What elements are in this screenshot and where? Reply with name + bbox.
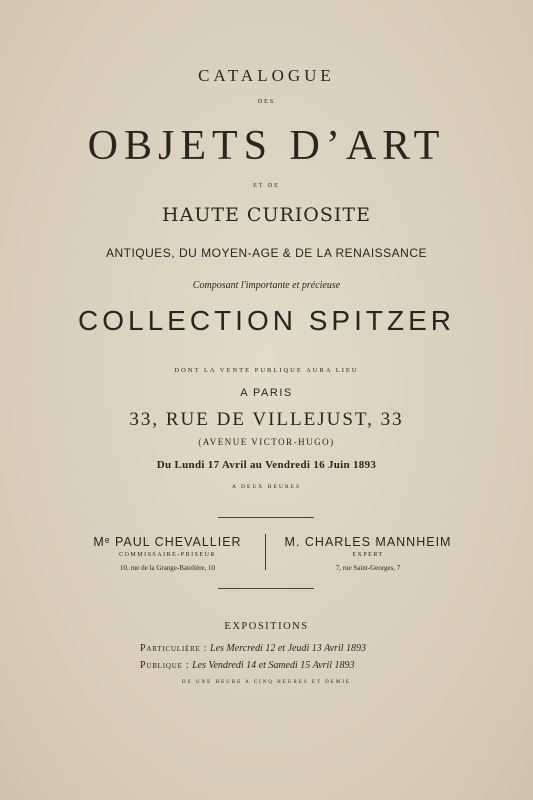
et-de-label: ET DE (253, 183, 280, 189)
exposition-label: Publique : (140, 660, 190, 671)
divider-bottom (218, 588, 314, 589)
sale-address: 33, RUE DE VILLEJUST, 33 (129, 409, 404, 430)
objets-dart-title: OBJETS D’ART (87, 123, 446, 169)
expositions-heading: EXPOSITIONS (224, 621, 309, 632)
auctioneer-address: 10, rue de la Grange-Batelière, 10 (119, 564, 216, 572)
exposition-dates: Les Mercredi 12 et Jeudi 13 Avril 1893 (210, 643, 367, 654)
antiques-subtitle: ANTIQUES, DU MOYEN-AGE & DE LA RENAISSANCE (105, 246, 428, 260)
expert-role: EXPERT (352, 552, 384, 558)
composant-line: Composant l'importante et précieuse (192, 280, 341, 291)
catalogue-heading: CATALOGUE (198, 66, 335, 85)
column-divider (265, 534, 266, 570)
exposition-dates: Les Vendredi 14 et Samedi 15 Avril 1893 (192, 660, 355, 671)
expert-address: 7, rue Saint-Georges, 7 (335, 564, 401, 572)
exposition-row (140, 643, 366, 654)
a-paris-line: A PARIS (240, 387, 293, 399)
sale-avenue: (AVENUE VICTOR-HUGO) (198, 437, 335, 447)
expert-name: M. CHARLES MANNHEIM (284, 535, 452, 549)
haute-curiosite-title: HAUTE CURIOSITE (162, 204, 371, 226)
sale-time: A DEUX HEURES (231, 484, 302, 490)
collection-title: COLLECTION SPITZER (78, 305, 455, 336)
exposition-label: Particulière : (140, 643, 208, 654)
des-label: DES (257, 99, 276, 105)
auctioneer-role: COMMISSAIRE-PRISEUR (119, 552, 216, 558)
sale-dates: Du Lundi 17 Avril au Vendredi 16 Juin 1893 (156, 459, 377, 471)
exposition-row (140, 660, 355, 671)
divider-top (218, 517, 314, 518)
auctioneer-name: Mᵉ PAUL CHEVALLIER (93, 535, 242, 549)
vente-publique-line: DONT LA VENTE PUBLIQUE AURA LIEU (174, 367, 359, 374)
exposition-hours: DE UNE HEURE A CINQ HEURES ET DEMIE (182, 680, 351, 685)
